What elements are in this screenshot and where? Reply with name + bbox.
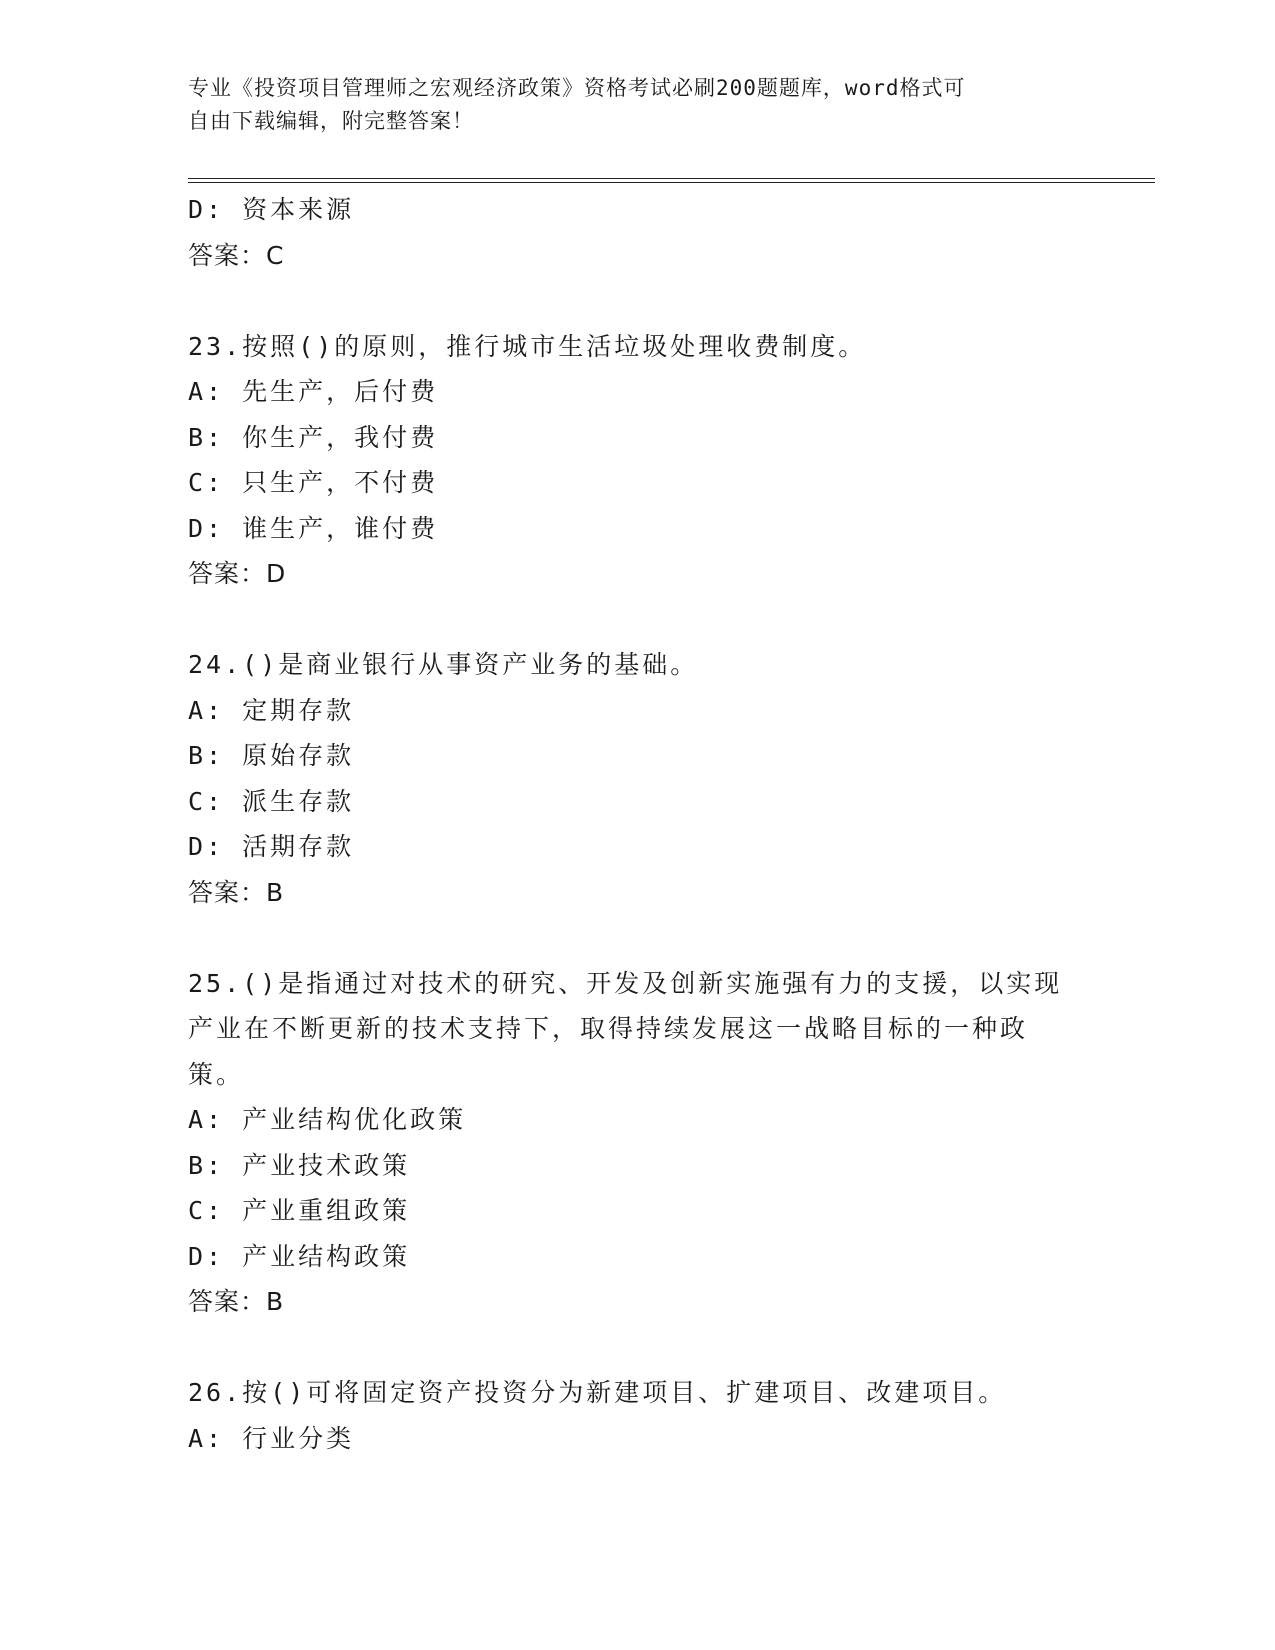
question-text-line-1: 25.()是指通过对技术的研究、开发及创新实施强有力的支援，以实现	[188, 968, 1063, 998]
question-text: 26.按()可将固定资产投资分为新建项目、扩建项目、改建项目。	[188, 1378, 1007, 1407]
option-a: A: 定期存款	[188, 695, 355, 725]
question-24	[188, 642, 1088, 915]
question-26	[188, 1370, 1088, 1461]
question-text-line-3: 策。	[188, 1059, 245, 1089]
question-23	[188, 324, 1088, 597]
option-d: D: 活期存款	[188, 832, 355, 861]
option-d: D: 资本来源	[188, 195, 355, 224]
header-divider-top	[188, 178, 1155, 179]
previous-question-tail	[188, 187, 1088, 278]
question-text-line-2: 产业在不断更新的技术支持下，取得持续发展这一战略目标的一种政	[188, 1014, 1029, 1043]
question-25	[188, 961, 1088, 1325]
option-d: D: 产业结构政策	[188, 1241, 411, 1271]
option-a: A: 先生产，后付费	[188, 377, 439, 406]
spacer	[188, 915, 1088, 961]
spacer	[188, 1325, 1088, 1371]
question-text: 24.()是商业银行从事资产业务的基础。	[188, 650, 699, 679]
spacer	[188, 597, 1088, 643]
option-a: A: 行业分类	[188, 1423, 355, 1453]
spacer	[188, 278, 1088, 324]
option-c: C: 产业重组政策	[188, 1196, 411, 1225]
option-b: B: 原始存款	[188, 741, 355, 770]
answer: 答案：D	[188, 559, 287, 588]
option-c: C: 只生产，不付费	[188, 468, 439, 497]
header-line-1: 专业《投资项目管理师之宏观经济政策》资格考试必刷200题题库，word格式可	[188, 76, 966, 100]
answer: 答案：B	[188, 877, 285, 907]
answer: 答案：C	[188, 240, 285, 270]
page-header	[188, 72, 1088, 138]
option-a: A: 产业结构优化政策	[188, 1105, 467, 1134]
option-b: B: 你生产，我付费	[188, 422, 439, 452]
header-line-2: 自由下载编辑，附完整答案！	[188, 109, 474, 133]
option-d: D: 谁生产，谁付费	[188, 513, 439, 543]
option-c: C: 派生存款	[188, 786, 355, 816]
question-text: 23.按照()的原则，推行城市生活垃圾处理收费制度。	[188, 331, 867, 361]
question-list	[188, 187, 1088, 1461]
answer: 答案：B	[188, 1287, 285, 1316]
option-b: B: 产业技术政策	[188, 1150, 411, 1180]
header-divider-bottom	[188, 182, 1155, 183]
